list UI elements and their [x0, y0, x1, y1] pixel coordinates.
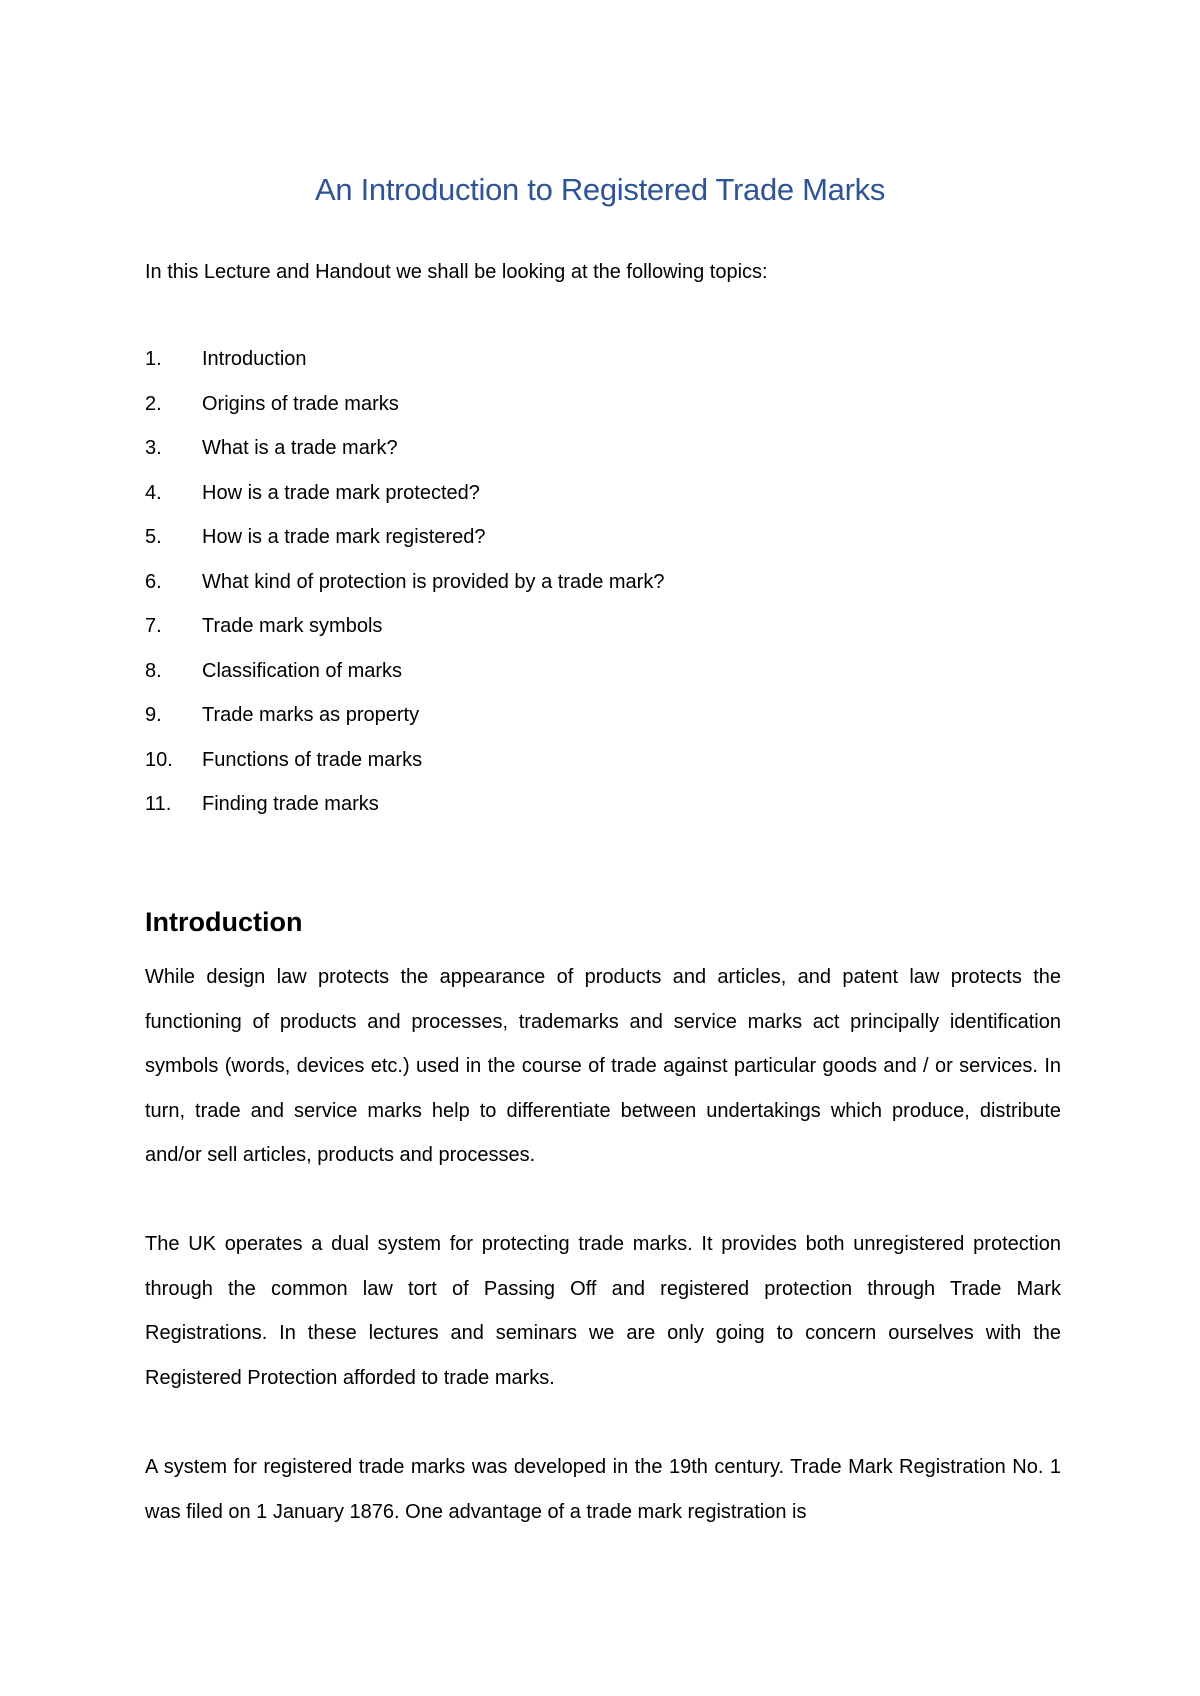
list-item-label: Origins of trade marks: [202, 392, 399, 415]
list-item-number: 4.: [145, 481, 162, 504]
list-item: [145, 390, 664, 435]
section-heading-introduction: Introduction: [145, 907, 303, 937]
list-item-label: What kind of protection is provided by a trade mark?: [202, 570, 665, 593]
list-item-number: 7.: [145, 615, 162, 637]
list-item-label: Classification of marks: [202, 659, 403, 682]
list-item-number: 1.: [145, 348, 162, 370]
list-item: [145, 523, 664, 568]
list-item-number: 6.: [145, 570, 162, 593]
list-item-label: How is a trade mark registered?: [202, 526, 486, 548]
list-item-label: How is a trade mark protected?: [202, 481, 480, 504]
paragraph: A system for registered trade marks was developed in the 19th century. Trade Mark Registration No. 1 was filed on 1 January 1876. One advantage of a trade mark registration is: [145, 1456, 1061, 1523]
list-item-number: 11.: [145, 793, 172, 815]
list-item-number: 8.: [145, 659, 162, 682]
list-item-number: 10.: [145, 748, 173, 771]
list-item-number: 9.: [145, 704, 162, 726]
topics-list: [145, 345, 664, 835]
list-item-label: Functions of trade marks: [202, 748, 423, 771]
document-title: An Introduction to Registered Trade Marks: [314, 172, 886, 207]
list-item-number: 2.: [145, 392, 162, 415]
list-item: [145, 612, 664, 657]
list-item-number: 5.: [145, 526, 162, 548]
list-item-label: Introduction: [202, 348, 307, 370]
list-item-label: Finding trade marks: [202, 793, 379, 815]
list-item: [145, 434, 664, 479]
list-item-label: What is a trade mark?: [202, 437, 398, 459]
list-item-label: Trade marks as property: [202, 704, 420, 726]
list-item: [145, 479, 664, 524]
paragraph: While design law protects the appearance of products and articles, and patent law protects the functioning of products and processes, trademarks and service marks act principally identification symbols (words, devices etc.) used in the course of trade against particular goods and / or services. In turn, trade and service marks help to differentiate between undertakings which produce, distribute and/or sell articles, products and processes.: [145, 966, 1061, 1167]
list-item: [145, 345, 664, 390]
list-item: [145, 568, 664, 613]
intro-line: In this Lecture and Handout we shall be looking at the following topics:: [145, 261, 768, 283]
paragraph: The UK operates a dual system for protecting trade marks. It provides both unregistered protection through the common law tort of Passing Off and registered protection through Trade Mark Registrations. In these lectures and seminars we are only going to concern ourselves with the Registered Protection afforded to trade marks.: [145, 1233, 1061, 1389]
list-item: [145, 657, 664, 702]
list-item-label: Trade mark symbols: [202, 615, 383, 637]
list-item: [145, 790, 664, 835]
list-item-number: 3.: [145, 437, 162, 459]
list-item: [145, 746, 664, 791]
list-item: [145, 701, 664, 746]
